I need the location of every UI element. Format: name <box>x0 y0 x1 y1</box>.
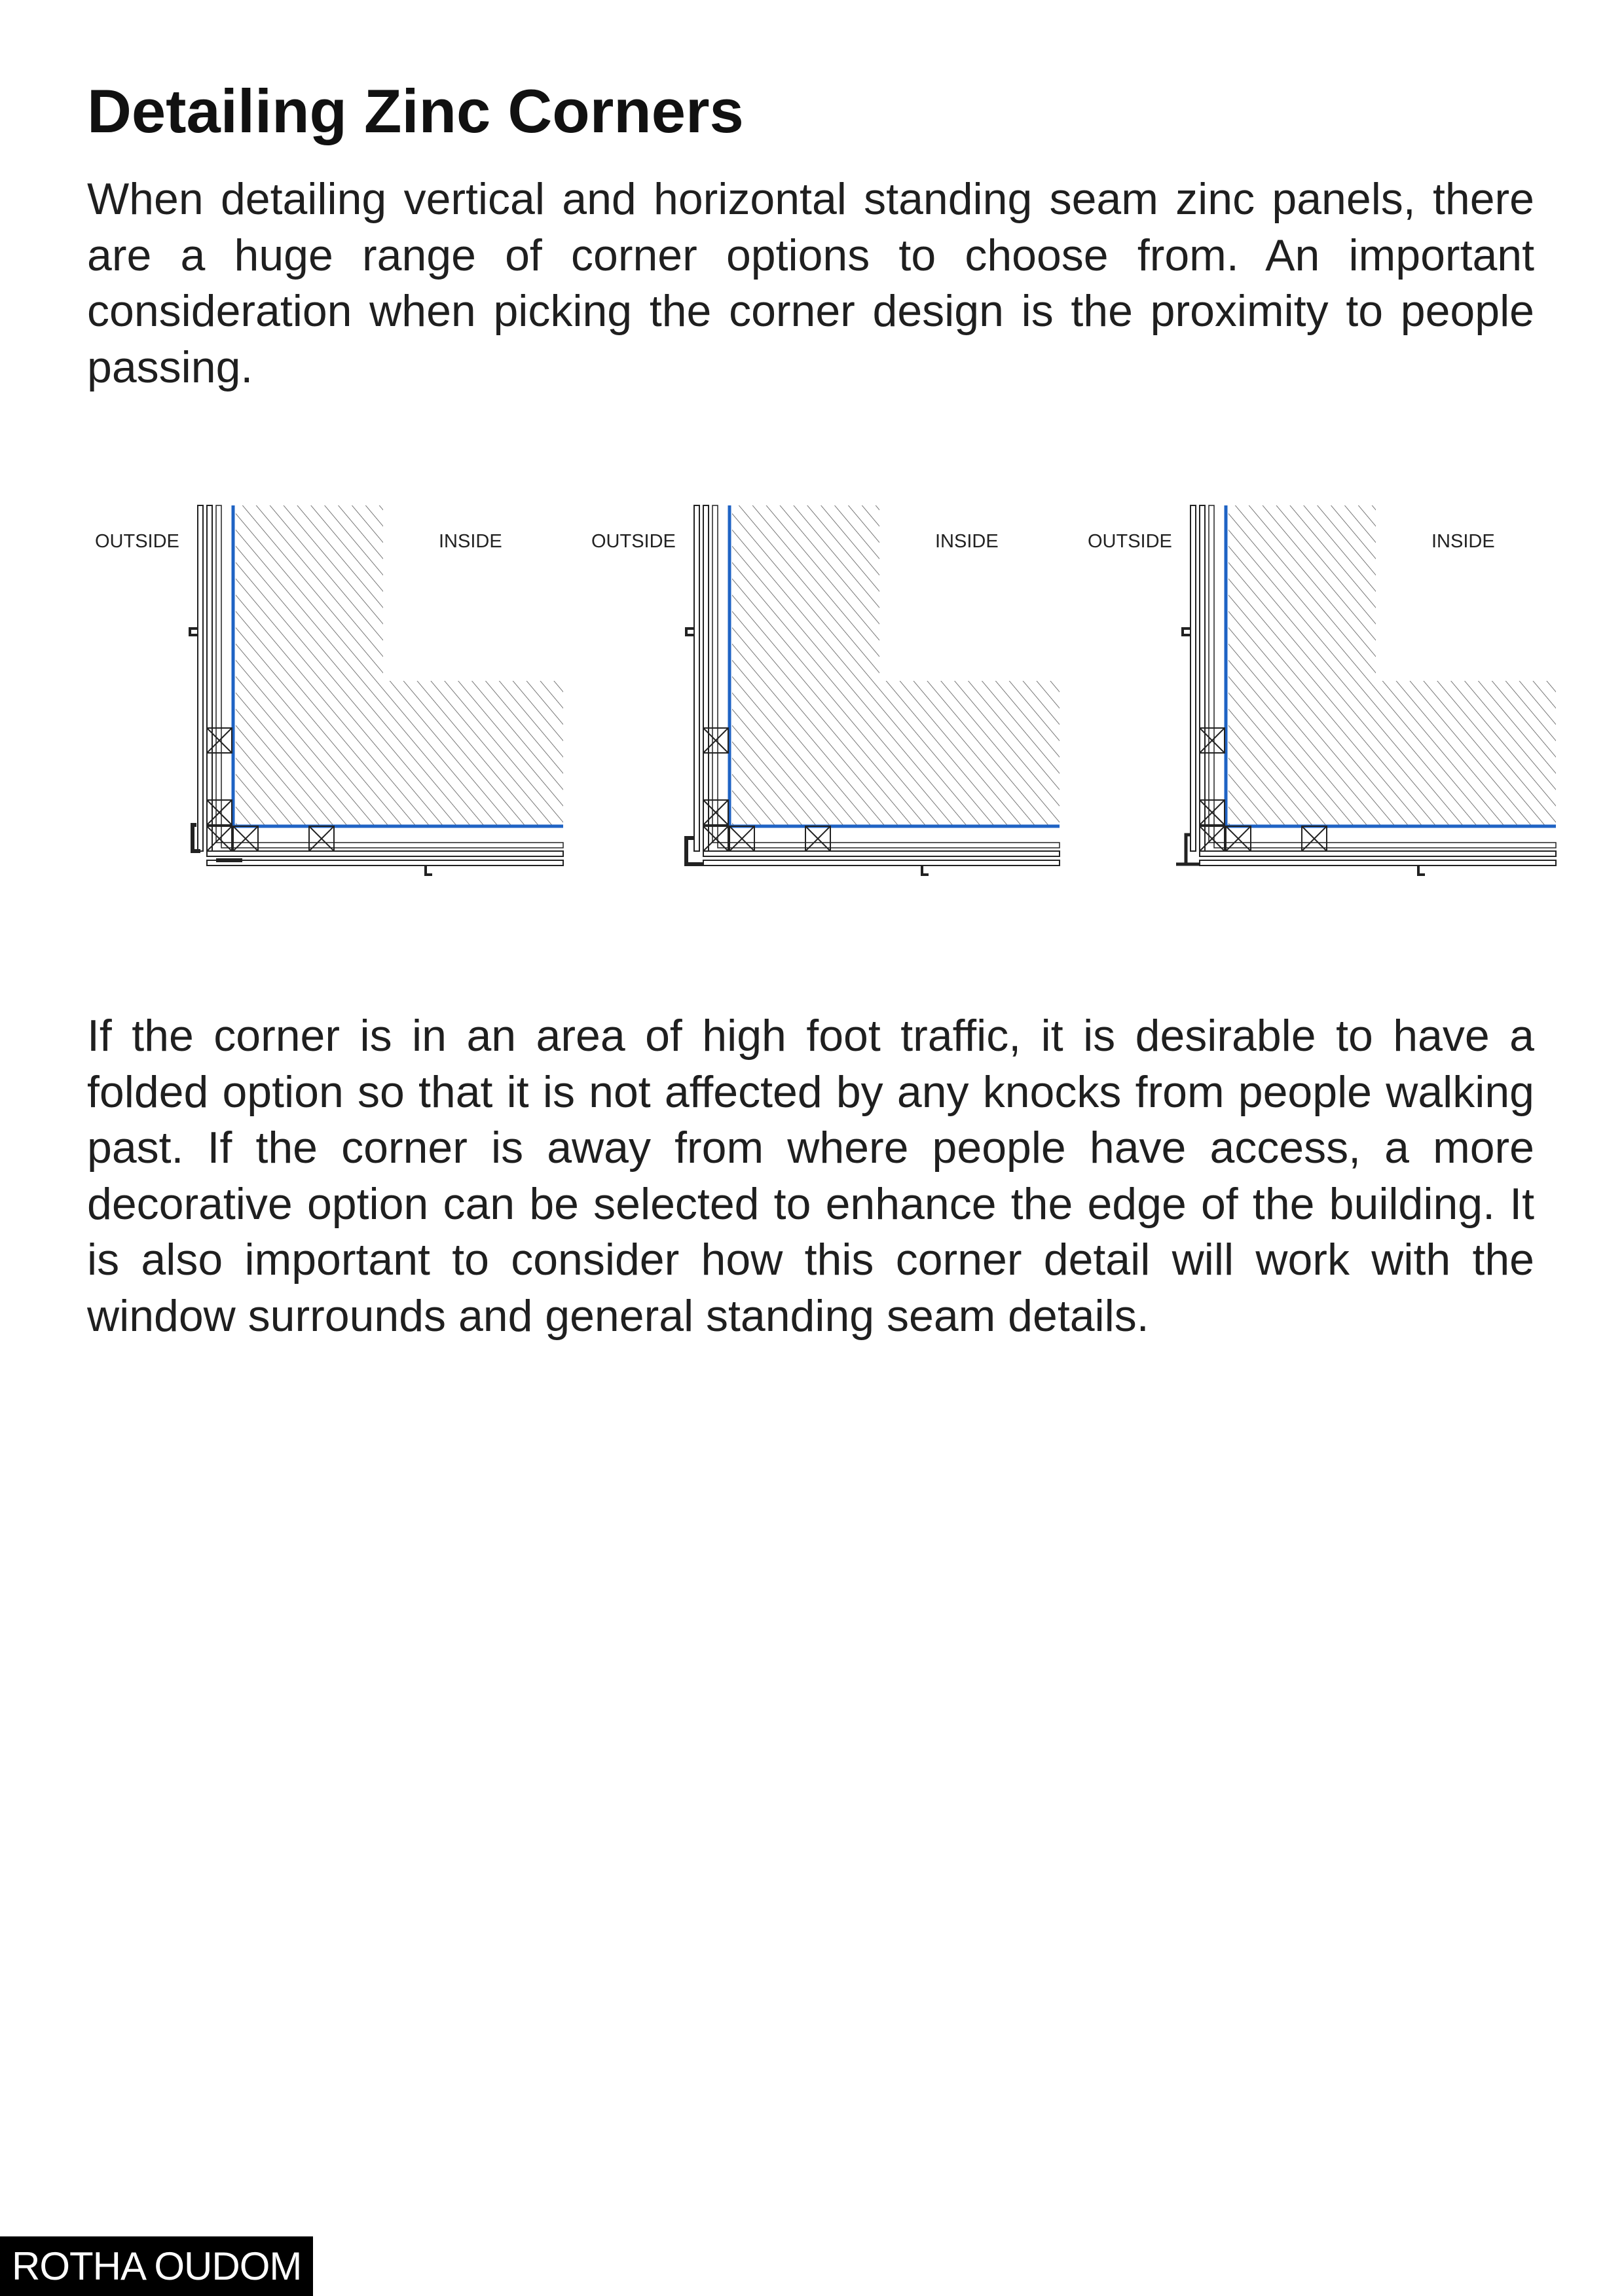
vertical-substrate <box>216 505 221 843</box>
outside-label: OUTSIDE <box>95 531 179 552</box>
insulation-hatch <box>732 505 1060 826</box>
corner-section-drawing-2 <box>581 498 1079 917</box>
seam-clip <box>426 866 432 875</box>
inside-label: INSIDE <box>1431 531 1495 552</box>
timber-batten <box>1200 826 1225 851</box>
inside-label: INSIDE <box>439 531 502 552</box>
horizontal-backing-board <box>207 860 563 866</box>
corner-diagram-1 <box>85 498 583 917</box>
timber-batten <box>703 728 728 753</box>
vertical-zinc-panel <box>1190 505 1196 851</box>
horizontal-backing-board <box>703 860 1060 866</box>
corner-trim <box>193 825 200 851</box>
insulation-hatch <box>236 505 563 826</box>
insulation-hatch <box>1228 505 1556 826</box>
corner-diagram-3 <box>1078 498 1576 917</box>
page-title: Detailing Zinc Corners <box>87 77 744 145</box>
body-paragraph: If the corner is in an area of high foot traffic, it is desirable to have a folded option so that it is not affected by any knocks from people walking past. If the corner is away from where people have access, a more decorative option can be selected to enhance the edge of the building. It is also important to consider how this corner detail will work with the window surrounds and general standing seam details. <box>87 1011 1534 1341</box>
vertical-backing-board <box>207 505 212 851</box>
seam-clip <box>1418 866 1425 875</box>
horizontal-zinc-panel <box>207 851 563 856</box>
corner-section-drawing-1 <box>85 498 583 917</box>
timber-batten <box>207 728 232 753</box>
horizontal-substrate <box>1214 843 1556 848</box>
timber-batten <box>1200 728 1225 753</box>
timber-batten <box>1200 800 1225 825</box>
timber-batten <box>703 800 728 825</box>
corner-section-drawing-3 <box>1078 498 1576 917</box>
horizontal-backing-board <box>1200 860 1556 866</box>
horizontal-zinc-panel <box>703 851 1060 856</box>
seam-clip <box>922 866 929 875</box>
corner-diagram-2 <box>581 498 1079 917</box>
corner-trim <box>1186 835 1200 864</box>
timber-batten <box>207 826 232 851</box>
seam-clip <box>686 629 694 635</box>
seam-clip <box>190 629 198 635</box>
vertical-substrate <box>1209 505 1214 843</box>
horizontal-zinc-panel <box>1200 851 1556 856</box>
inside-label: INSIDE <box>935 531 999 552</box>
timber-batten <box>207 800 232 825</box>
author-tag: ROTHA OUDOM <box>0 2236 313 2296</box>
timber-batten <box>703 826 728 851</box>
vertical-backing-board <box>1200 505 1205 851</box>
corner-diagrams <box>85 498 1552 917</box>
horizontal-substrate <box>221 843 563 848</box>
outside-label: OUTSIDE <box>591 531 676 552</box>
vertical-backing-board <box>703 505 709 851</box>
horizontal-substrate <box>718 843 1060 848</box>
vertical-substrate <box>712 505 718 843</box>
intro-paragraph: When detailing vertical and horizontal standing seam zinc panels, there are a huge range of corner options to choose from. An important consideration when picking the corner design is the proximity to people passing. <box>87 174 1534 392</box>
vertical-zinc-panel <box>198 505 203 851</box>
seam-clip <box>1183 629 1190 635</box>
outside-label: OUTSIDE <box>1088 531 1172 552</box>
vertical-zinc-panel <box>694 505 699 851</box>
